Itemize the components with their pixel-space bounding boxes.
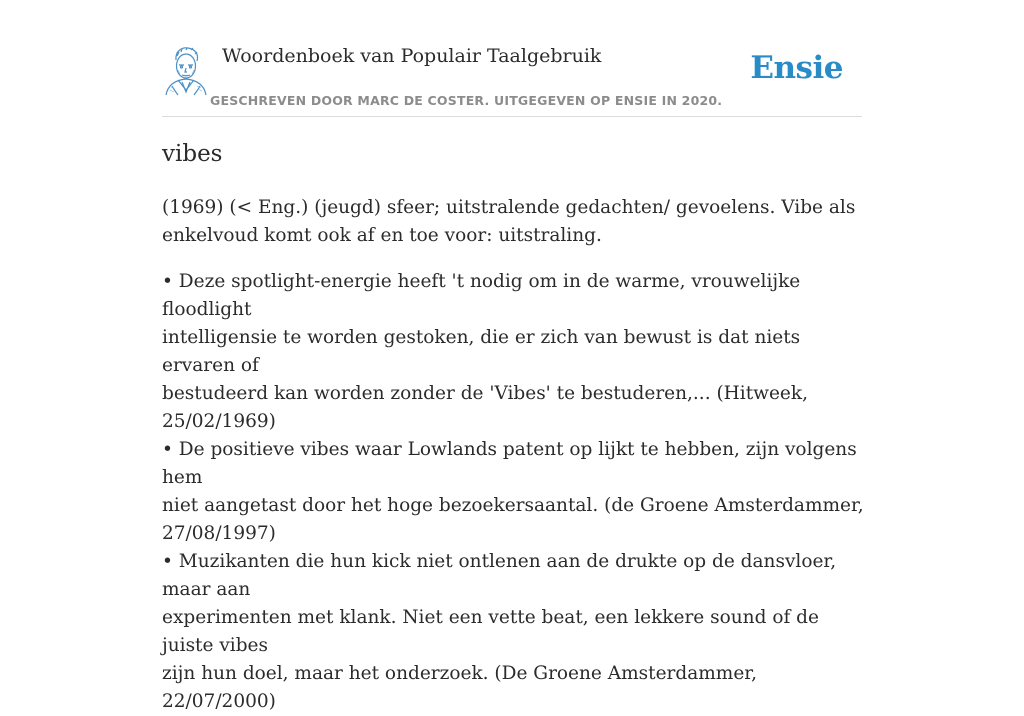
citation-line: experimenten met klank. Niet een vette beat, een lekkere sound of de juiste vibes xyxy=(162,607,819,656)
entry-definition xyxy=(162,194,872,250)
citation-line: 27/08/1997) xyxy=(162,523,276,544)
entry-headword: vibes xyxy=(162,141,223,167)
dictionary-header xyxy=(162,40,862,117)
citation-line: • Deze spotlight-energie heeft 't nodig om in de warme, vrouwelijke floodlight xyxy=(162,271,801,320)
citation-item xyxy=(162,268,872,436)
citation-list xyxy=(162,268,872,716)
citation-line: • De positieve vibes waar Lowlands patent op lijkt te hebben, zijn volgens hem xyxy=(162,439,857,488)
citation-item xyxy=(162,548,872,716)
definition-line: enkelvoud komt ook af en toe voor: uitstraling. xyxy=(162,225,602,246)
dictionary-title[interactable]: Woordenboek van Populair Taalgebruik xyxy=(222,45,602,67)
citation-line: intelligensie te worden gestoken, die er zich van bewust is dat niets ervaren of xyxy=(162,327,801,376)
citation-line: zijn hun doel, maar het onderzoek. (De Groene Amsterdammer, 22/07/2000) xyxy=(162,663,757,712)
citation-line: • Muzikanten die hun kick niet ontlenen aan de drukte op de dansvloer, maar aan xyxy=(162,551,837,600)
author-portrait-icon[interactable] xyxy=(162,46,210,96)
author-byline: GESCHREVEN DOOR MARC DE COSTER. UITGEGEVEN OP ENSIE IN 2020. xyxy=(210,93,723,108)
citation-line: niet aangetast door het hoge bezoekersaantal. (de Groene Amsterdammer, xyxy=(162,495,864,516)
ensie-logo-link[interactable]: Ensie xyxy=(750,50,843,86)
definition-line: (1969) (< Eng.) (jeugd) sfeer; uitstralende gedachten/ gevoelens. Vibe als xyxy=(162,197,856,218)
citation-item xyxy=(162,436,872,548)
entry-content xyxy=(162,137,872,716)
citation-line: bestudeerd kan worden zonder de 'Vibes' te bestuderen,... (Hitweek, 25/02/1969) xyxy=(162,383,808,432)
